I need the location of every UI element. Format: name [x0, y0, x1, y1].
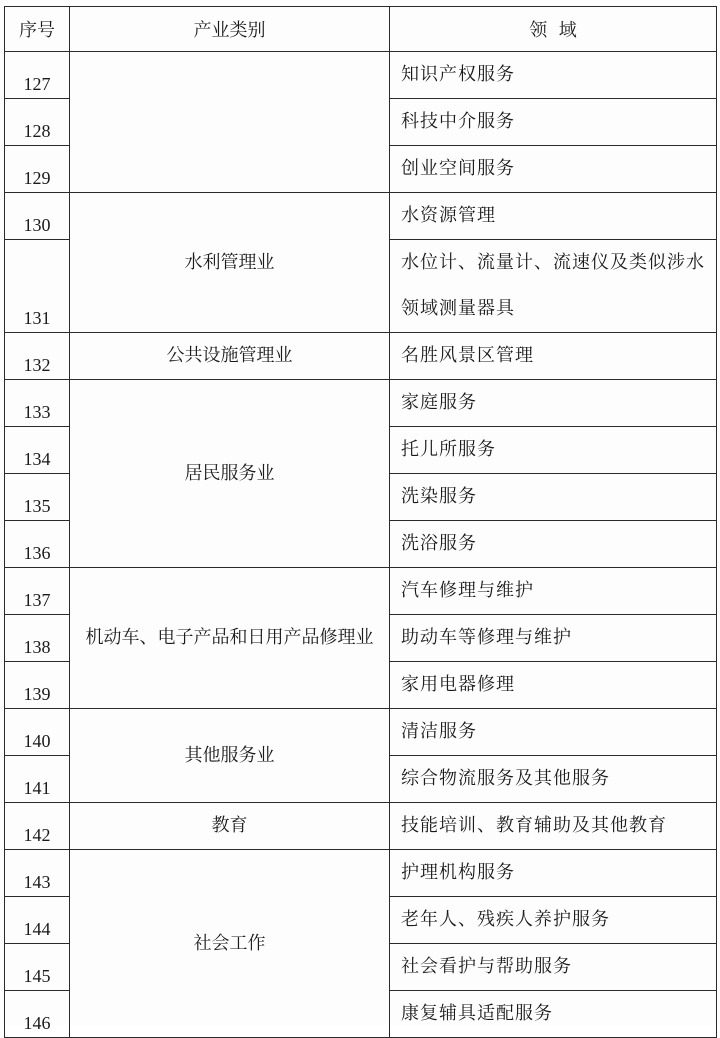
row-number: 132	[5, 333, 70, 380]
domain-cell: 名胜风景区管理	[390, 333, 717, 380]
table-row	[5, 52, 717, 99]
industry-cell-g2: 水利管理业	[70, 193, 390, 333]
header-serial-number: 序号	[5, 7, 70, 52]
row-number: 136	[5, 521, 70, 568]
row-number: 129	[5, 146, 70, 193]
table-row	[5, 803, 717, 850]
industry-cell-g4: 居民服务业	[70, 380, 390, 568]
row-number: 141	[5, 756, 70, 803]
domain-cell: 创业空间服务	[390, 146, 717, 193]
table-header-row	[5, 7, 717, 52]
domain-cell: 汽车修理与维护	[390, 568, 717, 615]
row-number: 137	[5, 568, 70, 615]
industry-cell-g8: 社会工作	[70, 850, 390, 1038]
row-number: 130	[5, 193, 70, 240]
row-number: 146	[5, 991, 70, 1038]
table-row	[5, 380, 717, 427]
row-number: 139	[5, 662, 70, 709]
row-number: 143	[5, 850, 70, 897]
industry-cell-g5: 机动车、电子产品和日用产品修理业	[70, 568, 390, 709]
domain-cell: 家用电器修理	[390, 662, 717, 709]
domain-cell: 洗浴服务	[390, 521, 717, 568]
domain-cell: 康复辅具适配服务	[390, 991, 717, 1038]
industry-cell-g6: 其他服务业	[70, 709, 390, 803]
domain-cell: 家庭服务	[390, 380, 717, 427]
domain-cell: 科技中介服务	[390, 99, 717, 146]
row-number: 128	[5, 99, 70, 146]
industry-cell-g3: 公共设施管理业	[70, 333, 390, 380]
domain-cell: 护理机构服务	[390, 850, 717, 897]
row-number: 134	[5, 427, 70, 474]
row-number: 138	[5, 615, 70, 662]
row-number: 140	[5, 709, 70, 756]
domain-cell: 综合物流服务及其他服务	[390, 756, 717, 803]
table-row	[5, 568, 717, 615]
domain-cell: 技能培训、教育辅助及其他教育	[390, 803, 717, 850]
table-row	[5, 850, 717, 897]
header-industry-category: 产业类别	[70, 7, 390, 52]
domain-cell: 助动车等修理与维护	[390, 615, 717, 662]
row-number: 127	[5, 52, 70, 99]
row-number: 131	[5, 240, 70, 333]
domain-cell: 水位计、流量计、流速仪及类似涉水领域测量器具	[390, 240, 717, 333]
domain-cell: 知识产权服务	[390, 52, 717, 99]
industry-cell-g7: 教育	[70, 803, 390, 850]
domain-cell: 洗染服务	[390, 474, 717, 521]
domain-cell: 托儿所服务	[390, 427, 717, 474]
industry-domain-table	[4, 6, 717, 1038]
table-row	[5, 333, 717, 380]
domain-cell: 水资源管理	[390, 193, 717, 240]
domain-cell: 老年人、残疾人养护服务	[390, 897, 717, 944]
table-row	[5, 193, 717, 240]
table-row	[5, 709, 717, 756]
header-domain: 领 域	[390, 7, 717, 52]
domain-cell: 清洁服务	[390, 709, 717, 756]
row-number: 144	[5, 897, 70, 944]
industry-cell-g1	[70, 52, 390, 193]
domain-cell: 社会看护与帮助服务	[390, 944, 717, 991]
row-number: 135	[5, 474, 70, 521]
row-number: 145	[5, 944, 70, 991]
row-number: 133	[5, 380, 70, 427]
row-number: 142	[5, 803, 70, 850]
